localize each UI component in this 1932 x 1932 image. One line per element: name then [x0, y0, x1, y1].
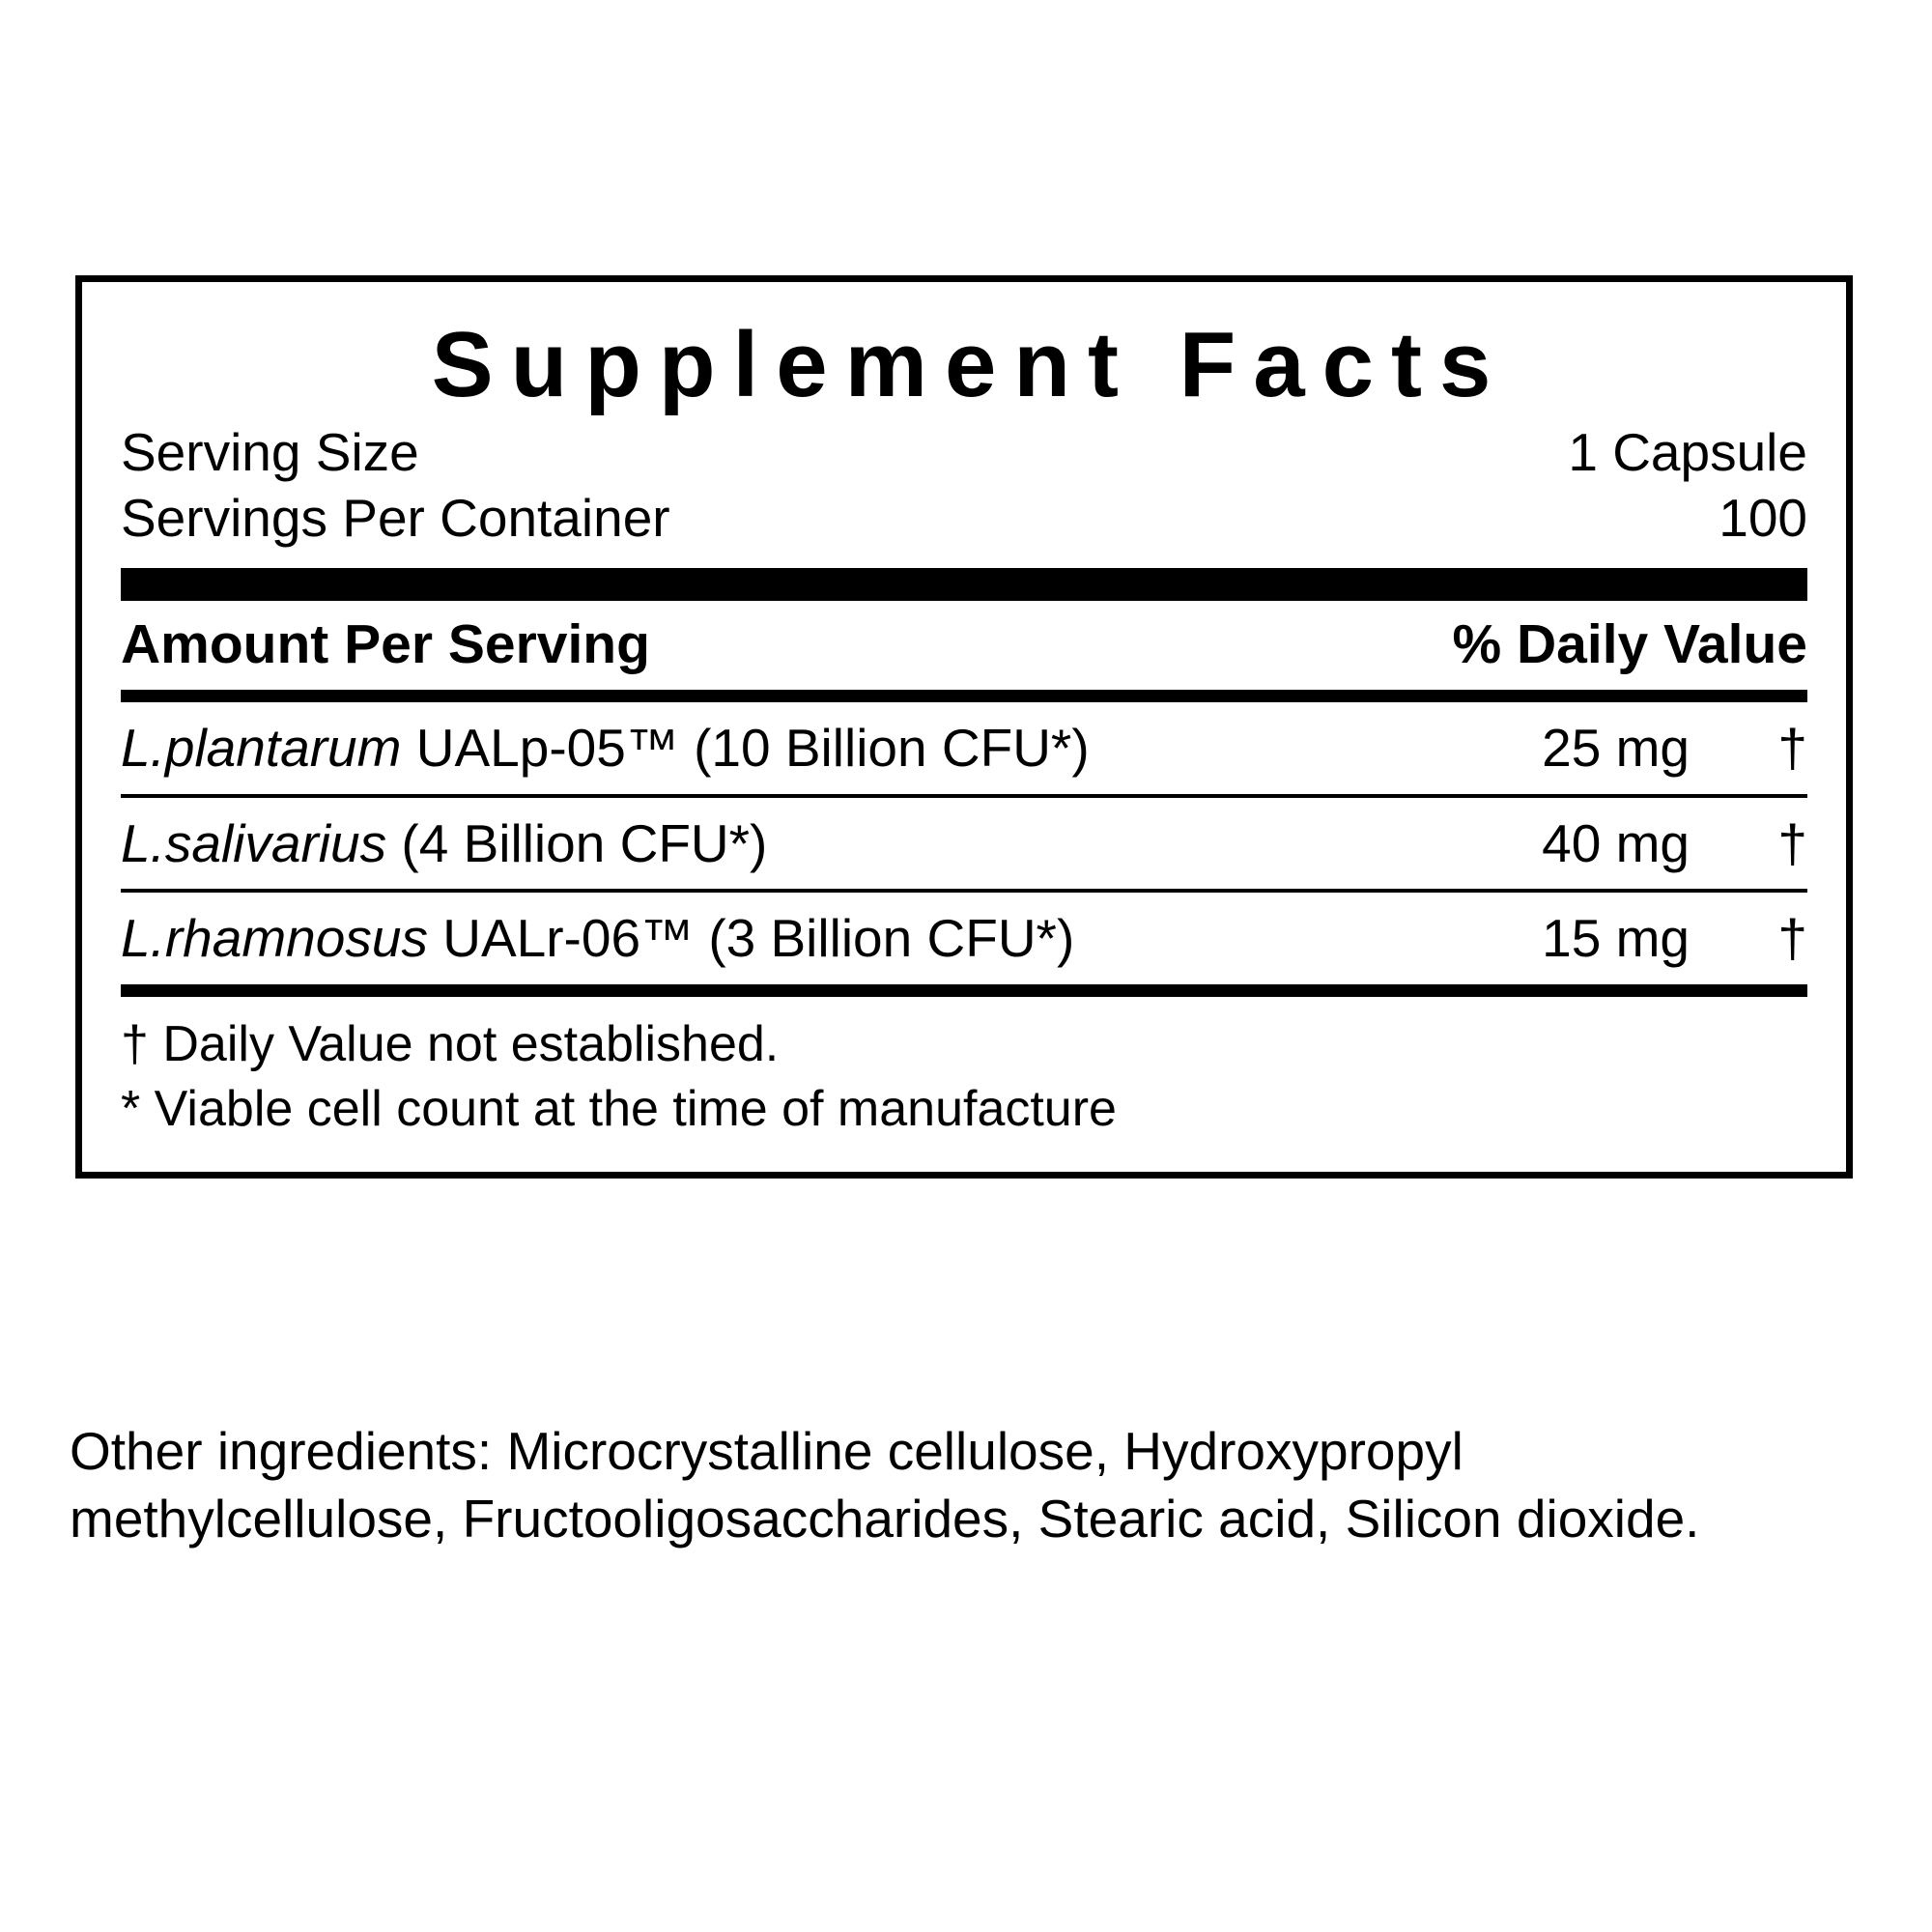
ingredient-amount: 25 mg: [1542, 718, 1690, 779]
footnote-dagger: † Daily Value not established.: [121, 1015, 780, 1072]
servings-per-container-label: Servings Per Container: [121, 488, 670, 549]
table-row: [121, 893, 1807, 984]
supplement-facts-panel: [75, 275, 1853, 1179]
ingredient-name-rest: UALp-05™ (10 Billion CFU*): [401, 718, 1090, 779]
serving-size-label: Serving Size: [121, 421, 419, 482]
footnotes: [121, 997, 1807, 1143]
ingredient-name: [121, 719, 1400, 778]
ingredient-name-italic: L.rhamnosus: [121, 908, 428, 969]
footnote-asterisk: * Viable cell count at the time of manufacture: [121, 1081, 1117, 1138]
ingredient-name-rest: (4 Billion CFU*): [386, 812, 768, 873]
daily-value-header: % Daily Value: [1452, 613, 1807, 676]
ingredient-daily-value: †: [1777, 908, 1807, 969]
ingredient-name: [121, 814, 1400, 873]
other-ingredients-text: Other ingredients: Microcrystalline cellulose, Hydroxypropyl methylcellulose, Fructooligosaccharides, Stearic acid, Silicon dioxide.: [70, 1421, 1700, 1548]
ingredient-name-italic: L.salivarius: [121, 812, 387, 873]
table-row: [121, 798, 1807, 890]
divider-thick-top: [121, 568, 1807, 601]
servings-per-container-value: 100: [1719, 488, 1807, 549]
serving-size-row: [121, 419, 1807, 485]
ingredient-amount: 40 mg: [1542, 812, 1690, 873]
ingredient-daily-value: †: [1777, 812, 1807, 873]
table-header-row: [121, 601, 1807, 690]
serving-size-value: 1 Capsule: [1568, 421, 1807, 482]
ingredient-amount: 15 mg: [1542, 908, 1690, 969]
panel-title: Supplement Facts: [431, 313, 1509, 416]
ingredient-name-rest: UALr-06™ (3 Billion CFU*): [427, 908, 1075, 969]
servings-per-container-row: [121, 485, 1807, 551]
divider-under-header: [121, 690, 1807, 702]
ingredient-name-italic: L.plantarum: [121, 718, 402, 779]
amount-per-serving-header: Amount Per Serving: [121, 613, 650, 676]
ingredient-name: [121, 909, 1400, 968]
divider-thick-bottom: [121, 984, 1807, 997]
ingredient-daily-value: †: [1777, 718, 1807, 779]
table-row: [121, 702, 1807, 794]
